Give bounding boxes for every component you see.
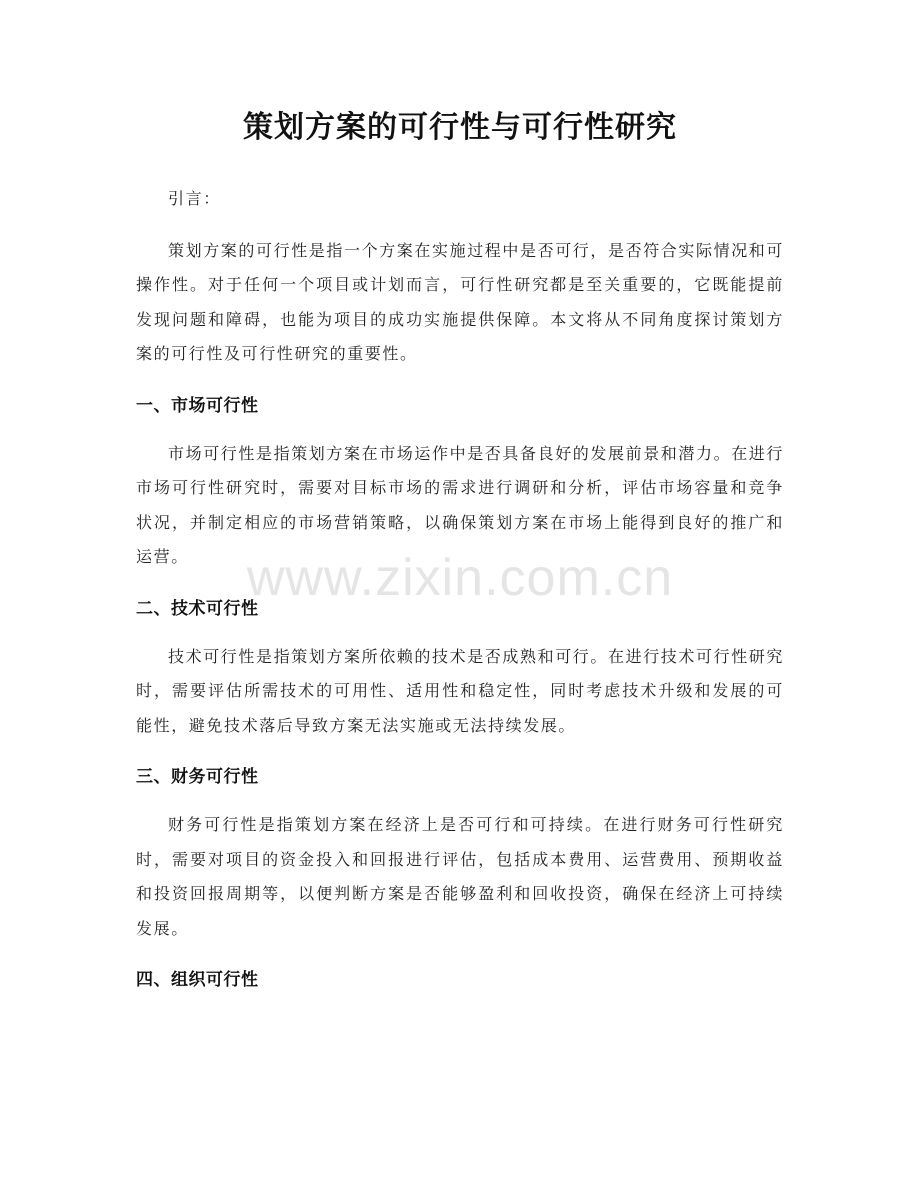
document-title: 策划方案的可行性与可行性研究: [243, 110, 677, 145]
section-heading-organization: 四、组织可行性: [136, 970, 259, 990]
section-paragraph-market: 市场可行性是指策划方案在市场运作中是否具备良好的发展前景和潜力。在进行市场可行性研究时，需要对目标市场的需求进行调研和分析，评估市场容量和竞争状况，并制定相应的市场营销策略，以确保策划方案在市场上能得到良好的推广和运营。: [136, 443, 785, 566]
section-paragraph-finance: 财务可行性是指策划方案在经济上是否可行和可持续。在进行财务可行性研究时，需要对项目的资金投入和回报进行评估，包括成本费用、运营费用、预期收益和投资回报周期等，以便判断方案是否能够盈利和回收投资，确保在经济上可持续发展。: [136, 815, 784, 938]
section-heading-market: 一、市场可行性: [136, 395, 259, 416]
section-paragraph-technology: 技术可行性是指策划方案所依赖的技术是否成熟和可行。在进行技术可行性研究时，需要评估所需技术的可用性、适用性和稳定性，同时考虑技术升级和发展的可能性，避免技术落后导致方案无法实施或无法持续发展。: [136, 646, 785, 735]
section-heading-technology: 二、技术可行性: [136, 598, 259, 619]
intro-label: 引言：: [168, 189, 221, 208]
intro-paragraph: 策划方案的可行性是指一个方案在实施过程中是否可行，是否符合实际情况和可操作性。对于任何一个项目或计划而言，可行性研究都是至关重要的，它既能提前发现问题和障碍，也能为项目的成功实施提供保障。本文将从不同角度探讨策划方案的可行性及可行性研究的重要性。: [136, 240, 785, 363]
watermark: www.zixin.com.cn: [246, 549, 674, 607]
section-heading-finance: 三、财务可行性: [136, 767, 259, 787]
document-body: [136, 182, 784, 1011]
